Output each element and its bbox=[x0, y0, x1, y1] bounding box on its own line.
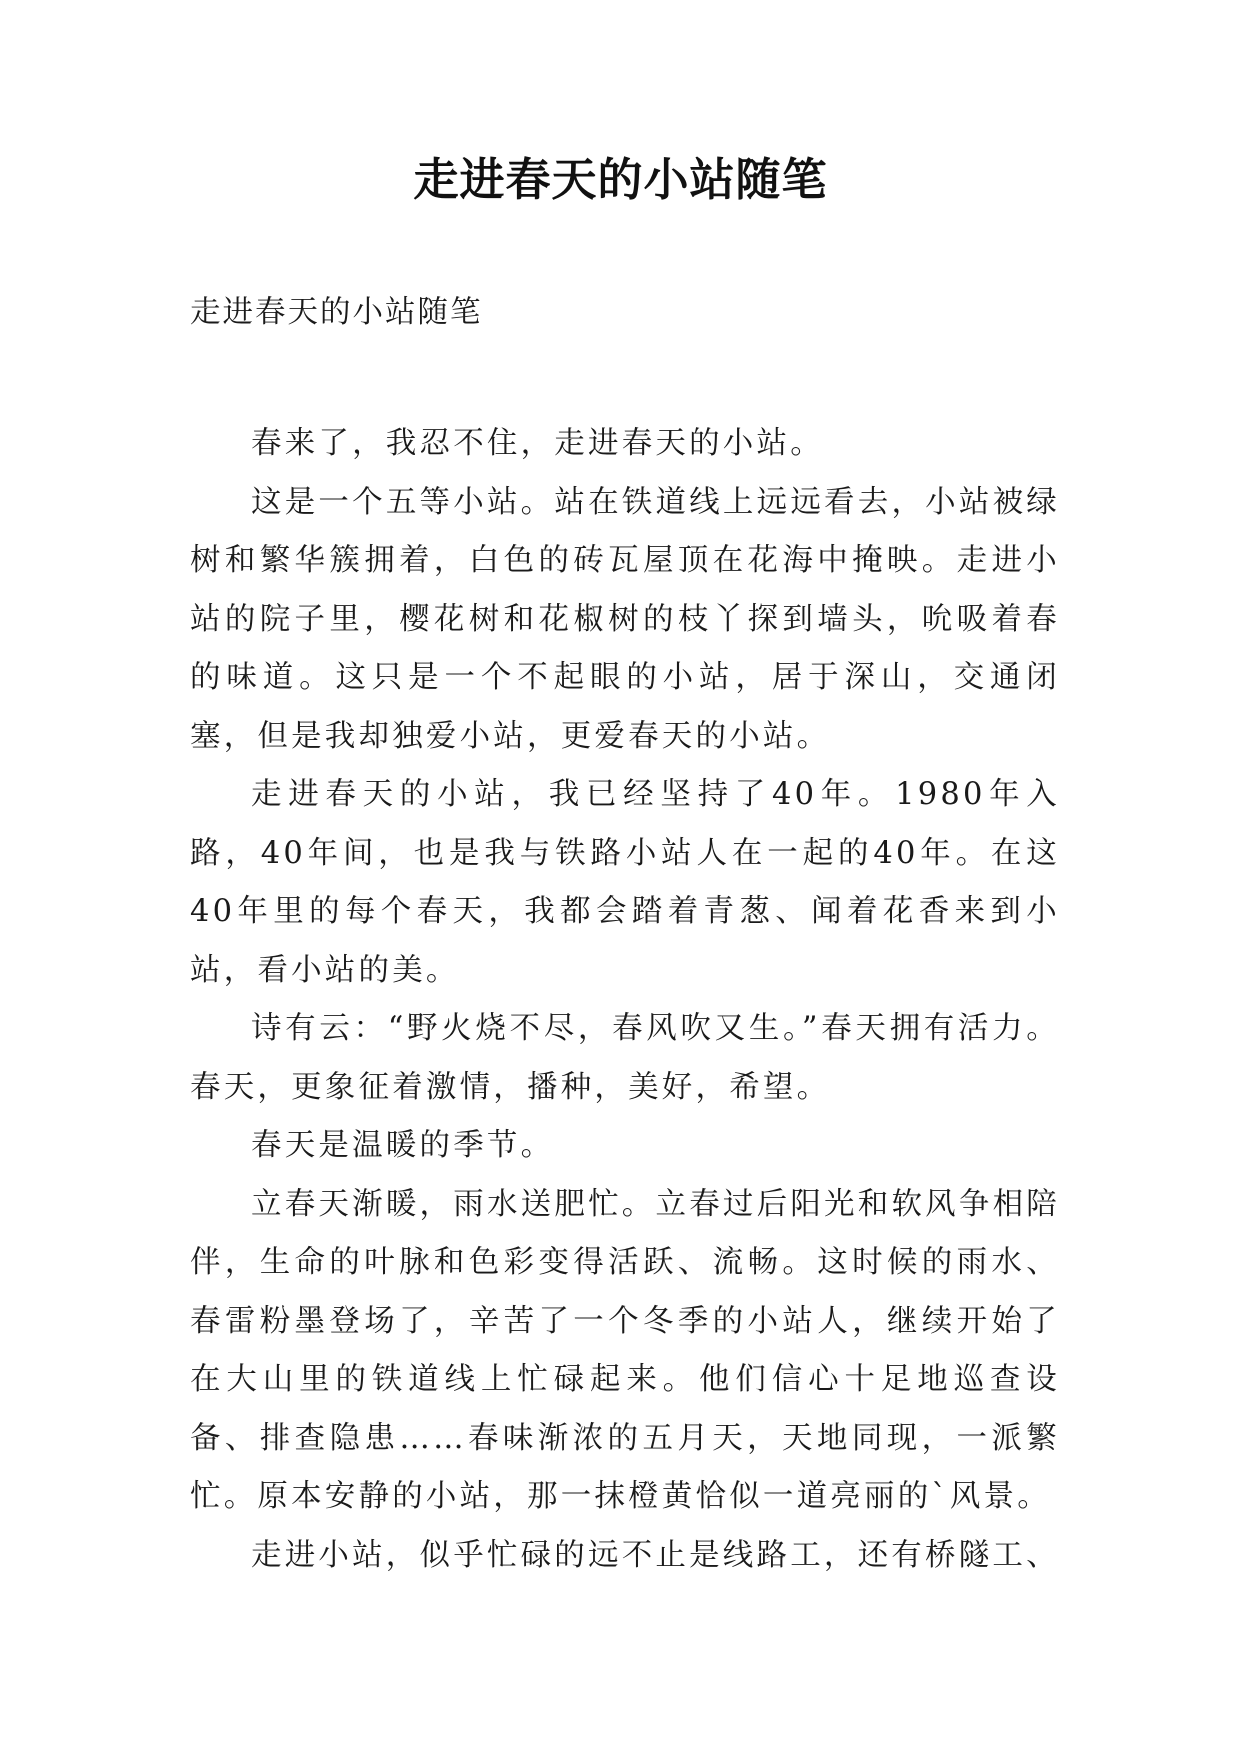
paragraph: 春来了，我忍不住，走进春天的小站。 bbox=[251, 426, 824, 461]
document-subtitle: 走进春天的小站随笔 bbox=[190, 295, 483, 330]
document-title: 走进春天的小站随笔 bbox=[413, 153, 828, 206]
paragraph: 诗有云：“野火烧不尽，春风吹又生。”春天拥有活力。春天，更象征着激情，播种，美好，希望。 bbox=[190, 1011, 1060, 1105]
paragraph: 走进春天的小站，我已经坚持了40年。1980年入路，40年间，也是我与铁路小站人在一起的40年。在这40年里的每个春天，我都会踏着青葱、闻着花香来到小站，看小站的美。 bbox=[190, 777, 1060, 988]
paragraph: 这是一个五等小站。站在铁道线上远远看去，小站被绿树和繁华簇拥着，白色的砖瓦屋顶在花海中掩映。走进小站的院子里，樱花树和花椒树的枝丫探到墙头，吮吸着春的味道。这只是一个不起眼的小站，居于深山，交通闭塞，但是我却独爱小站，更爱春天的小站。 bbox=[190, 484, 1060, 754]
paragraph: 立春天渐暖，雨水送肥忙。立春过后阳光和软风争相陪伴，生命的叶脉和色彩变得活跃、流畅。这时候的雨水、春雷粉墨登场了，辛苦了一个冬季的小站人，继续开始了在大山里的铁道线上忙碌起来。他们信心十足地巡查设备、排查隐患……春味渐浓的五月天，天地同现，一派繁忙。原本安静的小站，那一抹橙黄恰似一道亮丽的`风景。 bbox=[190, 1186, 1060, 1514]
document-body bbox=[190, 290, 1060, 1585]
paragraph: 春天是温暖的季节。 bbox=[251, 1128, 555, 1163]
paragraph: 走进小站，似乎忙碌的远不止是线路工，还有桥隧工、 bbox=[251, 1537, 1060, 1573]
